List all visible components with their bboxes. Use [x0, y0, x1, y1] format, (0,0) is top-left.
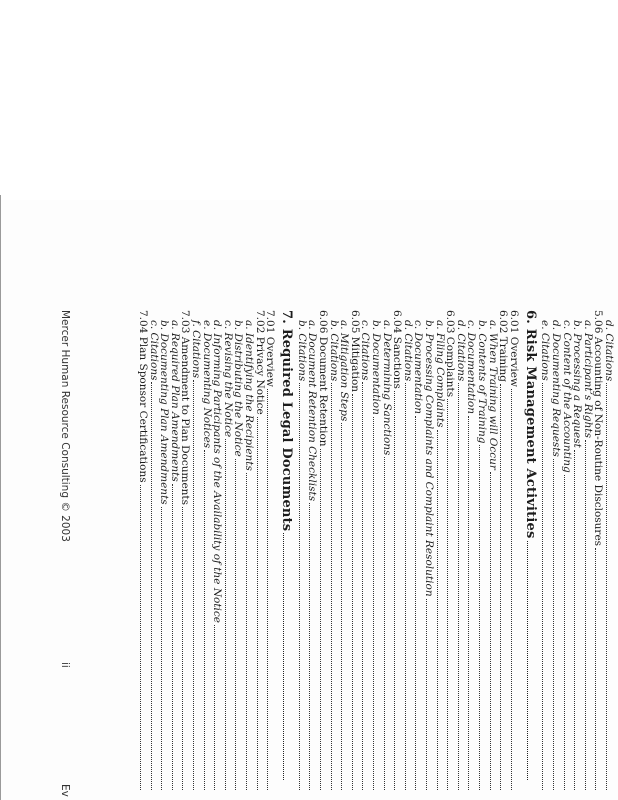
toc-label: 7. Required Legal Documents — [279, 310, 295, 532]
toc-label: b. Processing Complaints and Complaint Resolution — [423, 320, 435, 597]
toc-label: d. Citations — [454, 320, 467, 382]
toc-label: c. Citations — [359, 320, 372, 381]
footer-page-number: ii — [59, 662, 71, 668]
toc-label: 6.01 Overview — [507, 310, 520, 387]
toc-label: e. Citations — [539, 320, 552, 381]
toc-label: 7.03 Amendment to Plan Documents — [179, 310, 192, 506]
scan-edge — [0, 195, 1, 800]
toc-label: b. Processing a Request — [571, 320, 584, 448]
toc-label: d. Informing Participants of the Availability of the Notice — [211, 320, 224, 623]
toc-label: b. Distributing the Notice — [232, 320, 245, 457]
footer-right-fragment: Ev — [59, 784, 71, 797]
toc-label: f. Citations — [190, 320, 202, 379]
toc-label: e. Documenting Notices — [200, 320, 213, 449]
toc-label: c. Content of the Accounting — [560, 320, 573, 473]
toc-label: a. Determining Sanctions — [380, 320, 393, 456]
rotated-footer — [58, 310, 618, 800]
toc-label: a. Participant’s Rights — [581, 320, 594, 439]
toc-label: d. Citations — [603, 320, 615, 382]
toc-label: a. Filing Complaints — [433, 320, 446, 428]
toc-label: 6. Risk Management Activities — [522, 310, 538, 539]
toc-label: a. When Training will Occur — [486, 320, 499, 470]
toc-label: b. Documenting Plan Amendments — [158, 320, 171, 505]
toc-label: c. Revising the Notice — [221, 320, 234, 438]
toc-label: a. Mitigation Steps — [338, 320, 351, 422]
toc-label: b. Citations — [295, 320, 308, 382]
toc-label: 6.03 Complaints — [444, 310, 457, 398]
toc-label: 6.02 Training — [497, 310, 510, 382]
toc-label: 7.04 Plan Sponsor Certifications — [137, 310, 149, 483]
toc-label: 7.01 Overview — [264, 310, 277, 387]
toc-label: c. Documentation — [465, 320, 478, 415]
toc-label: 6.04 Sanctions — [391, 310, 404, 389]
footer-copyright: Mercer Human Resource Consulting © 2003 — [59, 310, 71, 542]
toc-label: 6.05 Mitigation — [348, 310, 361, 393]
toc-label: 7.02 Privacy Notice — [253, 310, 266, 415]
toc-label: a. Identifying the Recipients — [243, 320, 255, 471]
toc-label: 5.06 Accounting of Non-Routine Disclosures — [592, 310, 605, 547]
toc-label: a. Required Plan Amendments — [168, 320, 181, 482]
toc-label: b. Documentation — [370, 320, 382, 415]
toc-label: d. Documenting Requests — [550, 320, 562, 457]
toc-label: a. Document Retention Checklists — [306, 320, 319, 502]
toc-label: d. Citations — [401, 320, 414, 382]
toc-label: c. Citations — [147, 320, 160, 381]
toc-label: b. Citations — [327, 320, 340, 382]
toc-label: b. Contents of Training — [476, 320, 488, 444]
toc-label: c. Documentation — [412, 320, 425, 415]
toc-label: 6.06 Document Retention — [317, 310, 329, 447]
